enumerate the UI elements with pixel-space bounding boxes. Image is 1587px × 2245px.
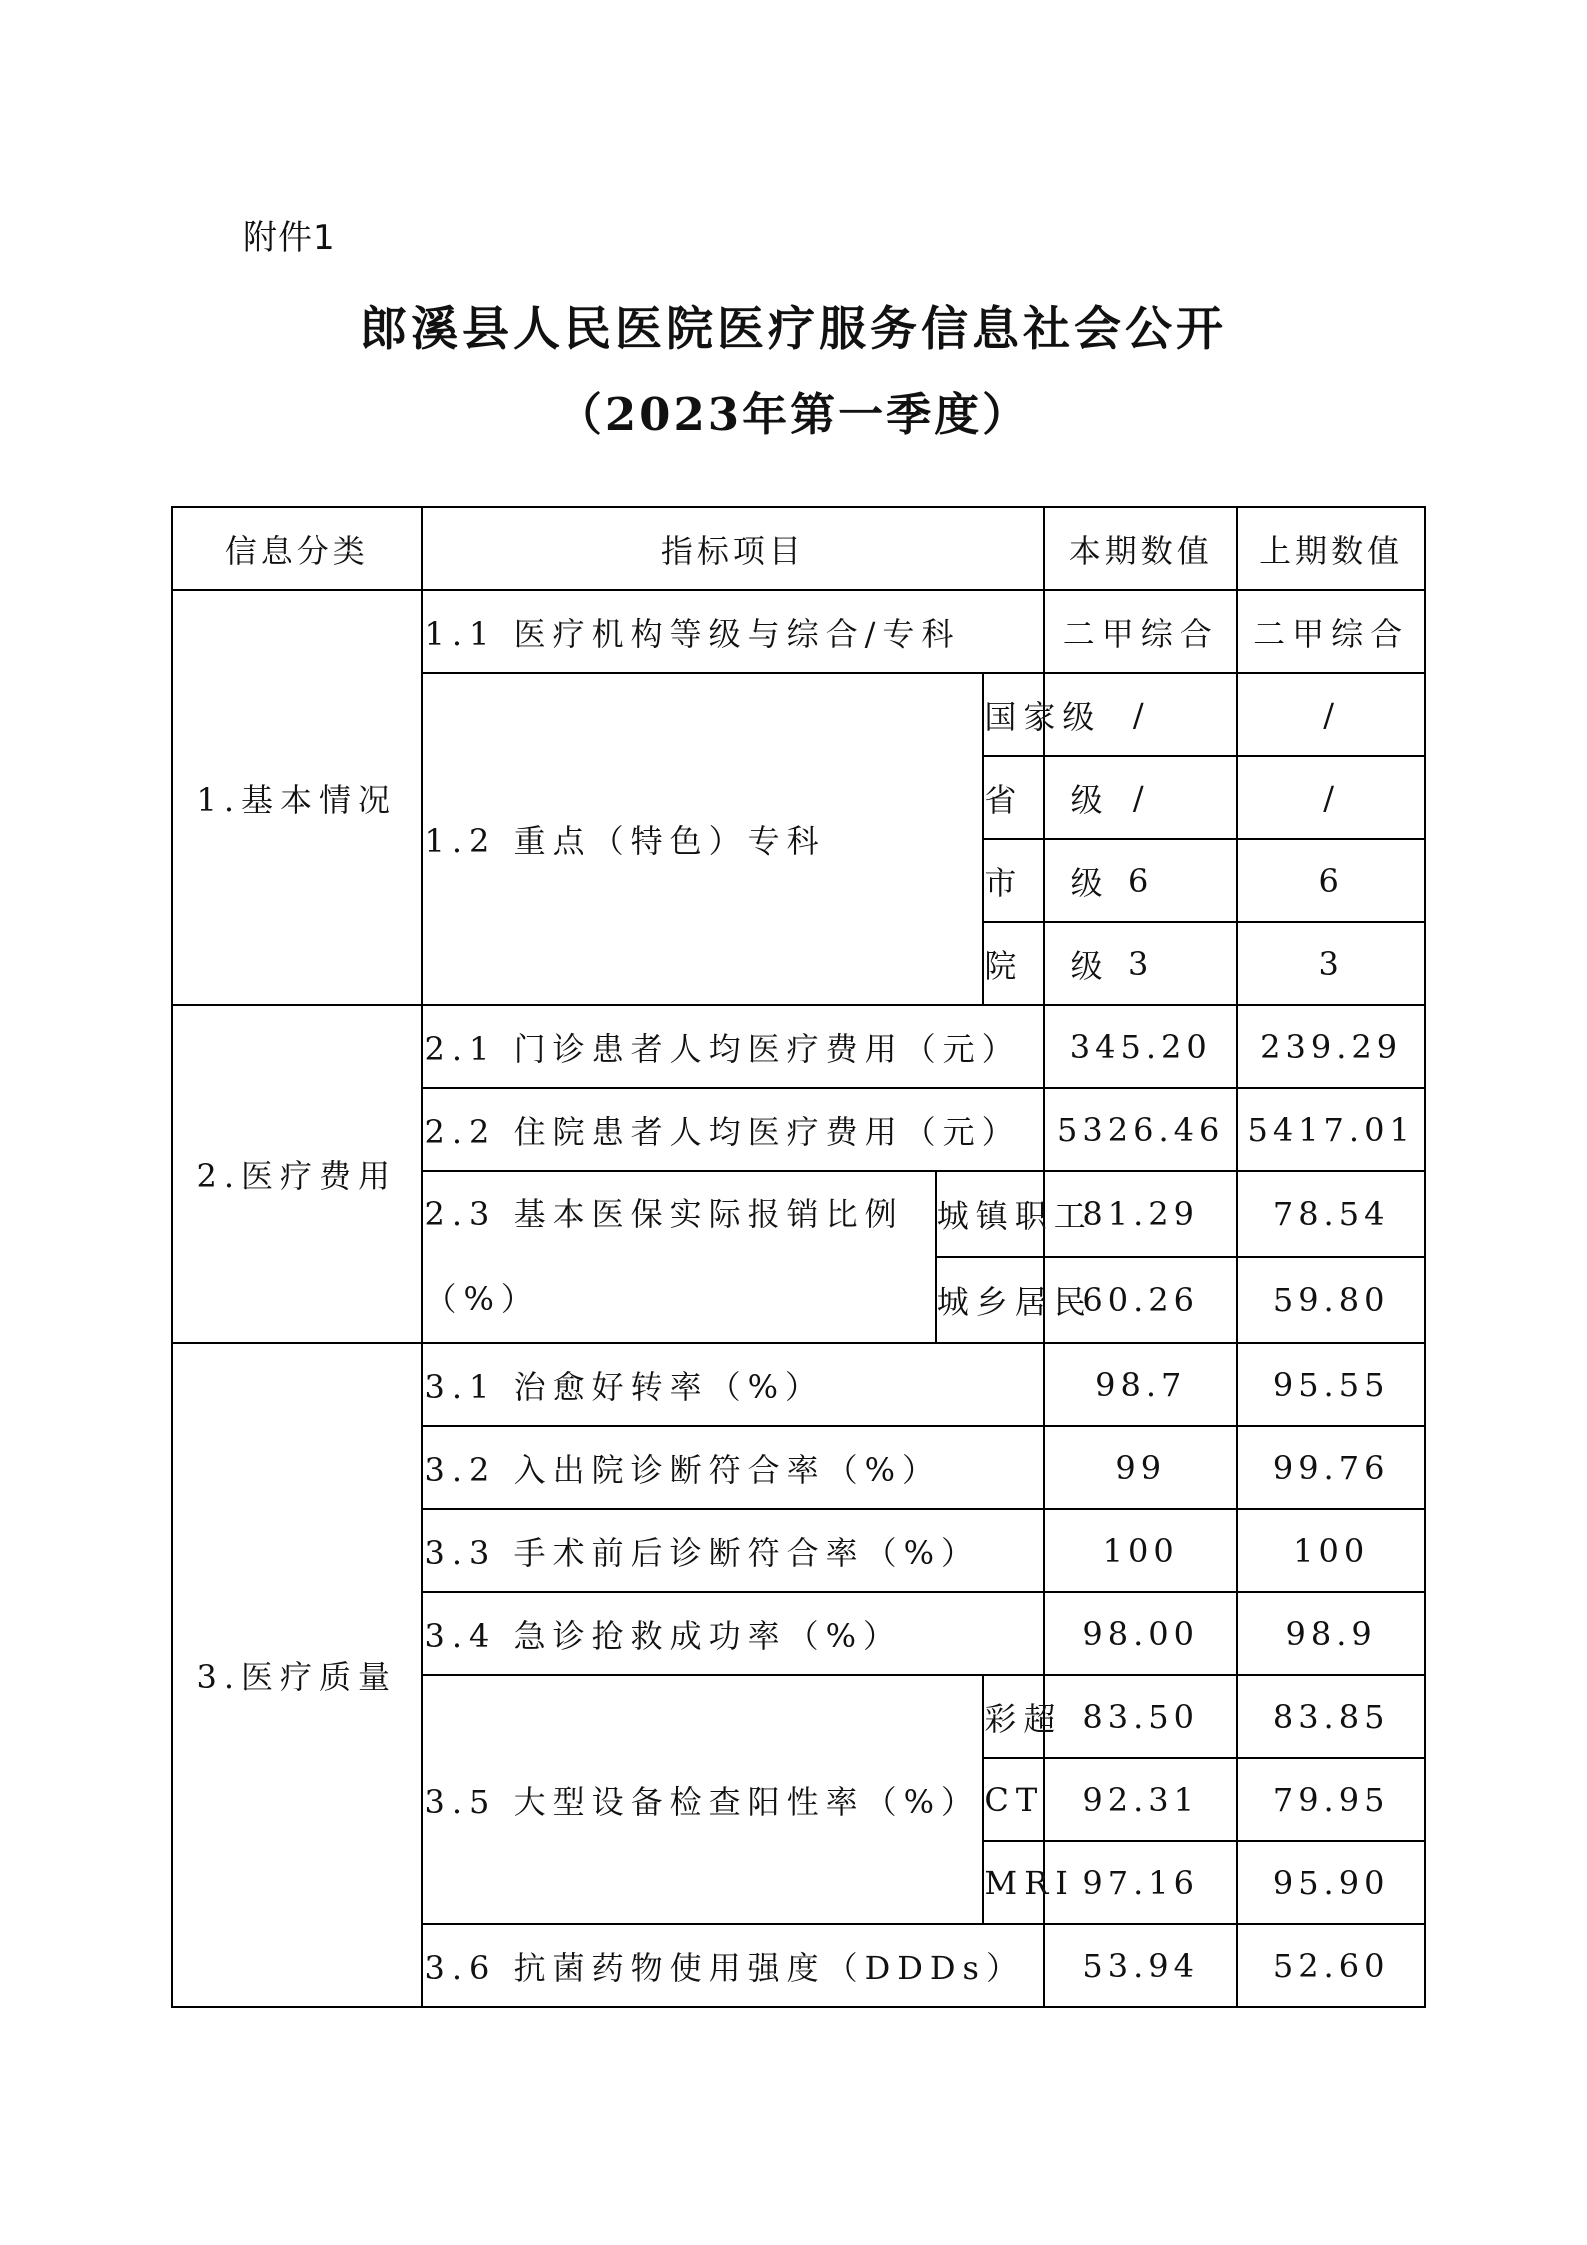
current-value: 5326.46 xyxy=(1044,1088,1237,1171)
previous-value: 83.85 xyxy=(1237,1675,1425,1758)
current-value: 3 xyxy=(1044,922,1237,1005)
previous-value: / xyxy=(1237,673,1425,756)
sub-label-cell: CT xyxy=(983,1758,1044,1841)
current-value: / xyxy=(1044,756,1237,839)
previous-value: 100 xyxy=(1237,1509,1425,1592)
current-value: 53.94 xyxy=(1044,1924,1237,2007)
sub-label-cell xyxy=(983,756,1125,839)
current-value: 98.00 xyxy=(1044,1592,1237,1675)
current-value: 100 xyxy=(1044,1509,1237,1592)
current-value: 97.16 xyxy=(1044,1841,1237,1924)
table-row xyxy=(172,1343,1425,1426)
indicator-cell: 1.1 医疗机构等级与综合/专科 xyxy=(422,590,1045,673)
header-indicator: 指标项目 xyxy=(422,507,1045,590)
table-header-row xyxy=(172,507,1425,590)
indicator-cell: 3.4 急诊抢救成功率（%） xyxy=(422,1592,1045,1675)
previous-value: 98.9 xyxy=(1237,1592,1425,1675)
previous-value: 78.54 xyxy=(1237,1171,1425,1257)
previous-value: 6 xyxy=(1237,839,1425,922)
document-subtitle: （2023年第一季度） xyxy=(556,388,1031,441)
indicator-cell: 3.6 抗菌药物使用强度（DDDs） xyxy=(422,1924,1045,2007)
previous-value: 95.90 xyxy=(1237,1841,1425,1924)
current-value: 60.26 xyxy=(1044,1257,1237,1343)
current-value: 99 xyxy=(1044,1426,1237,1509)
indicator-cell: 3.5 大型设备检查阳性率（%） xyxy=(422,1675,984,1924)
indicator-cell xyxy=(422,1171,936,1343)
header-category: 信息分类 xyxy=(172,507,422,590)
sub-label-cell xyxy=(983,839,1125,922)
current-value: 二甲综合 xyxy=(1044,590,1237,673)
info-table xyxy=(171,506,1426,2008)
sub-label-text: 院 级 xyxy=(984,946,1125,985)
indicator-cell: 2.2 住院患者人均医疗费用（元） xyxy=(422,1088,1045,1171)
previous-value: 99.76 xyxy=(1237,1426,1425,1509)
info-table-wrapper xyxy=(171,506,1426,2008)
category-cell: 1.基本情况 xyxy=(172,590,422,1005)
previous-value: 95.55 xyxy=(1237,1343,1425,1426)
sub-label-text: 省 级 xyxy=(984,780,1125,819)
previous-value: 二甲综合 xyxy=(1237,590,1425,673)
indicator-cell: 3.3 手术前后诊断符合率（%） xyxy=(422,1509,1045,1592)
table-row xyxy=(172,590,1425,673)
sub-label-cell: MRI xyxy=(983,1841,1044,1924)
current-value: 81.29 xyxy=(1044,1171,1237,1257)
previous-value: 5417.01 xyxy=(1237,1088,1425,1171)
sub-label-cell: 城乡居民 xyxy=(936,1257,1044,1343)
indicator-cell: 3.2 入出院诊断符合率（%） xyxy=(422,1426,1045,1509)
header-previous: 上期数值 xyxy=(1237,507,1425,590)
indicator-cell: 1.2 重点（特色）专科 xyxy=(422,673,984,1005)
previous-value: 239.29 xyxy=(1237,1005,1425,1088)
category-cell: 3.医疗质量 xyxy=(172,1343,422,2007)
previous-value: 52.60 xyxy=(1237,1924,1425,2007)
indicator-line-1: 2.3 基本医保实际报销比例 xyxy=(424,1195,904,1233)
previous-value: / xyxy=(1237,756,1425,839)
indicator-cell: 3.1 治愈好转率（%） xyxy=(422,1343,1045,1426)
previous-value: 79.95 xyxy=(1237,1758,1425,1841)
previous-value: 3 xyxy=(1237,922,1425,1005)
current-value: / xyxy=(1044,673,1237,756)
previous-value: 59.80 xyxy=(1237,1257,1425,1343)
current-value: 92.31 xyxy=(1044,1758,1237,1841)
indicator-line-2: （%） xyxy=(424,1280,540,1318)
sub-label-text: 市 级 xyxy=(984,863,1125,902)
document-title: 郎溪县人民医院医疗服务信息社会公开 xyxy=(360,302,1227,357)
sub-label-cell xyxy=(983,922,1125,1005)
attachment-label: 附件1 xyxy=(243,218,336,258)
current-value: 345.20 xyxy=(1044,1005,1237,1088)
category-cell: 2.医疗费用 xyxy=(172,1005,422,1343)
sub-label-cell: 国家级 xyxy=(983,673,1044,756)
sub-label-cell: 彩超 xyxy=(983,1675,1044,1758)
current-value: 98.7 xyxy=(1044,1343,1237,1426)
header-current: 本期数值 xyxy=(1044,507,1237,590)
current-value: 6 xyxy=(1044,839,1237,922)
table-row xyxy=(172,1005,1425,1088)
indicator-cell: 2.1 门诊患者人均医疗费用（元） xyxy=(422,1005,1045,1088)
current-value: 83.50 xyxy=(1044,1675,1237,1758)
sub-label-cell: 城镇职工 xyxy=(936,1171,1044,1257)
